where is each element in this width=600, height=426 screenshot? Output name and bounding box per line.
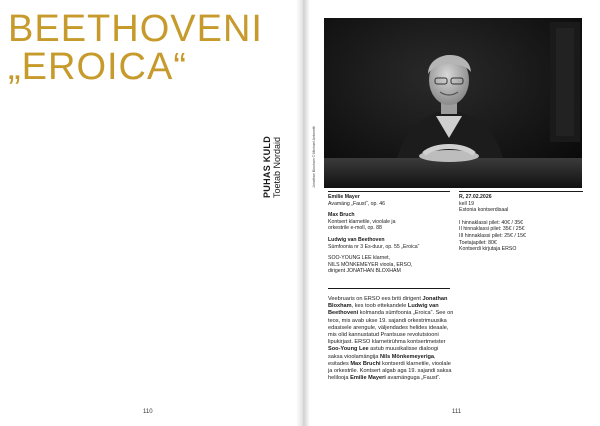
body-segment-bold: Soo-Young Lee [328, 346, 369, 353]
program-item [328, 237, 448, 250]
body-segment: Veebruaris on ERSO ees briti dirigent [328, 296, 423, 302]
performer-line: NILS MÖNKEMEYER vioola, ERSO, [328, 261, 413, 268]
article-body [328, 296, 454, 382]
photo-credit-text: Jonathan Bloxham © Michael Antonetti [312, 126, 316, 188]
page-title [8, 10, 263, 86]
series-label [262, 112, 282, 198]
program-item [328, 194, 448, 207]
work-title-cont: orkestrile e-moll, op. 88 [328, 225, 382, 232]
body-segment: kontserdi klarnetile, vioolale ja orkestrile. Kontsert algab aga 19. sajandi saksa helilooja [328, 360, 452, 382]
event-info [459, 194, 583, 253]
performer-line: SOO-YOUNG LEE klarnet, [328, 255, 390, 262]
composer-name: Ludwig van Beethoven [328, 236, 385, 243]
price-line: Kontserdi kirjutaja ERSO [459, 246, 517, 253]
event-time: kell 19 [459, 200, 474, 207]
divider-event [459, 191, 583, 192]
composer-name: Max Bruch [328, 212, 355, 219]
price-line: I hinnaklassi pilet: 40€ / 35€ [459, 219, 524, 226]
event-date: R, 27.02.2026 [459, 194, 492, 200]
body-segment-bold: Ludwig van Beethoveni [328, 303, 439, 317]
event-venue: Estonia kontserdisaal [459, 207, 509, 214]
composer-name: Emilie Mayer [328, 194, 360, 200]
body-segment-bold: Jonathan Bloxham [328, 296, 448, 310]
page-number-right: 111 [452, 409, 462, 415]
title-line-2: „EROICA“ [8, 46, 187, 88]
price-line: II hinnaklassi pilet: 35€ / 25€ [459, 226, 525, 233]
body-segment-bold: Nils Mönkemeyeriga [379, 353, 435, 360]
work-title: Sümfoonia nr 3 Es-duur, op. 55 „Eroica“ [328, 243, 420, 250]
body-segment: avamänguga „Faust“. [385, 375, 441, 382]
price-line: III hinnaklassi pilet: 25€ / 15€ [459, 232, 526, 239]
series-subtitle: Toetab Nordaid [272, 136, 282, 198]
program-item [328, 212, 448, 232]
title-line-1: BEETHOVENI [8, 8, 263, 50]
divider-program [328, 191, 450, 192]
body-segment: , kes toob ettekandele [351, 303, 408, 310]
price-line: Toetajapilet: 80€ [459, 239, 497, 246]
work-title: Avamäng „Faust“, op. 46 [328, 200, 385, 207]
performers [328, 255, 448, 275]
performer-line: dirigent JONATHAN BLOXHAM [328, 268, 401, 275]
page-number-left: 110 [143, 409, 153, 415]
series-title: PUHAS KULD [262, 135, 272, 198]
divider-body [328, 288, 450, 289]
program-list [328, 194, 448, 280]
portrait-image [324, 18, 582, 188]
book-gutter [296, 0, 310, 426]
work-title: Kontsert klarnetile, vioolale ja [328, 218, 396, 225]
body-segment: kolmanda sümfoonia „Eroica“. See on teos, mis avab ukse 19. sajandi orkestrimuusika edasisele arengule, väljendades helides ideaale, mis olid kannustatud Prantsuse revolutsiooni lipukirjast. ERSO klarnetirühma kontsertmeister [328, 310, 454, 346]
body-segment-bold: Max Bruchi [350, 360, 381, 367]
body-segment: astub muusikalisse dialoogi saksa vioolamängija [328, 346, 439, 360]
conductor-photo [324, 18, 582, 188]
body-segment-bold: Emilie Mayeri [350, 375, 386, 382]
body-segment: , esitades [328, 353, 436, 367]
